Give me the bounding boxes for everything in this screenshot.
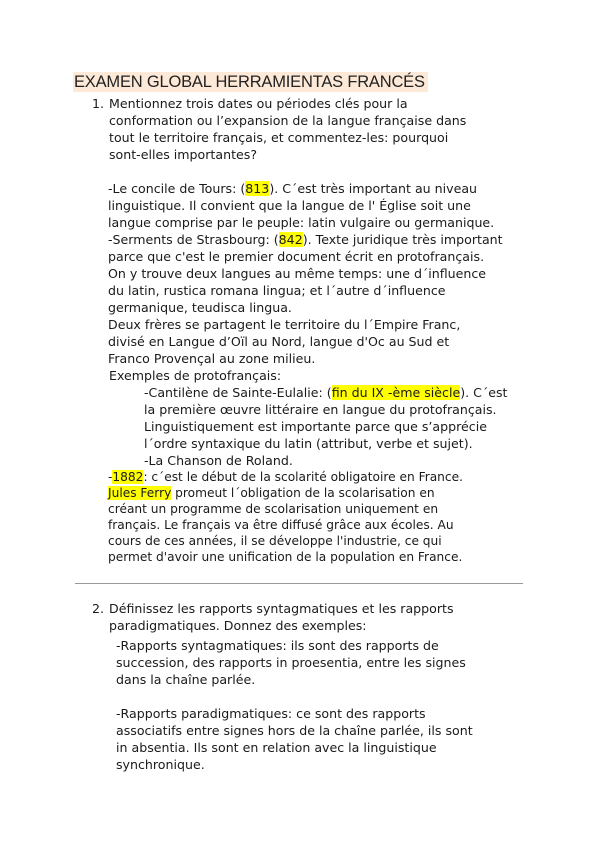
ferry-dash: - <box>108 470 113 484</box>
strasbourg-text-line: germanique, teudisca lingua. <box>108 300 292 315</box>
strasbourg-date-highlight: 842 <box>278 232 303 247</box>
question-2-line: Définissez les rapports syntagmatiques et les rapports <box>109 601 454 616</box>
ferry-text-line: permet d'avoir une unification de la population en France. <box>108 550 463 564</box>
ferry-name-highlight: Jules Ferry <box>108 486 172 500</box>
freres-text-line: Franco Provençal au zone milieu. <box>108 351 316 366</box>
syntag-text-line: dans la chaîne parlée. <box>116 672 256 687</box>
eulalie-date-highlight: fin du IX -ème siècle <box>331 385 461 400</box>
ferry-name-post: promeut l´obligation de la scolarisation en <box>171 486 435 500</box>
question-1-number: 1. <box>92 96 105 111</box>
ferry-line <box>108 469 463 485</box>
tours-date-highlight: 813 <box>245 181 270 196</box>
strasbourg-text-line: du latin, rustica romana lingua; et l´autre d´influence <box>108 283 446 298</box>
section-divider <box>75 583 523 584</box>
strasbourg-text-line: On y trouve deux langues au même temps: une d´influence <box>108 266 487 281</box>
tours-line <box>108 181 477 197</box>
exemples-label: Exemples de protofrançais: <box>109 368 282 383</box>
question-1-line: tout le territoire français, et commentez-les: pourquoi <box>109 130 449 145</box>
strasbourg-post: ). Texte juridique très important <box>302 232 503 247</box>
page-title: EXAMEN GLOBAL HERRAMIENTAS FRANCÉS <box>73 72 428 92</box>
ferry-date-highlight: 1882 <box>112 470 144 484</box>
ferry-text-line: français. Le français va être diffusé grâce aux écoles. Au <box>108 518 454 532</box>
question-1-line: Mentionnez trois dates ou périodes clés pour la <box>109 96 408 111</box>
paradig-text-line: synchronique. <box>116 757 205 772</box>
paradig-text-line: in absentia. Ils sont en relation avec la linguistique <box>116 740 437 755</box>
syntag-text-line: -Rapports syntagmatiques: ils sont des rapports de <box>116 638 439 653</box>
tours-text-line: linguistique. Il convient que la langue de l' Église soit une <box>108 198 471 213</box>
roland-line: -La Chanson de Roland. <box>144 453 293 468</box>
freres-text-line: divisé en Langue d’Oïl au Nord, langue d'Oc au Sud et <box>108 334 450 349</box>
question-2-number: 2. <box>92 601 105 616</box>
ferry-text-line: créant un programme de scolarisation uniquement en <box>108 502 439 516</box>
ferry-text-line: cours de ces années, il se développe l'industrie, ce qui <box>108 534 442 548</box>
eulalie-text-line: l´ordre syntaxique du latin (attribut, verbe et sujet). <box>144 436 473 451</box>
eulalie-text-line: la première œuvre littéraire en langue du protofrançais. <box>144 402 497 417</box>
question-2-line: paradigmatiques. Donnez des exemples: <box>109 618 367 633</box>
tours-pre: -Le concile de Tours: ( <box>108 181 246 196</box>
ferry-name-line <box>108 485 435 501</box>
paradig-text-line: -Rapports paradigmatiques: ce sont des rapports <box>116 706 426 721</box>
question-1-line: conformation ou l’expansion de la langue française dans <box>109 113 467 128</box>
freres-text-line: Deux frères se partagent le territoire du l´Empire Franc, <box>108 317 461 332</box>
syntag-text-line: succession, des rapports in proesentia, entre les signes <box>116 655 466 670</box>
eulalie-post: ). C´est <box>460 385 508 400</box>
eulalie-pre: -Cantilène de Sainte-Eulalie: ( <box>144 385 332 400</box>
strasbourg-pre: -Serments de Strasbourg: ( <box>108 232 279 247</box>
eulalie-text-line: Linguistiquement est importante parce que s’apprécie <box>144 419 487 434</box>
question-1-line: sont-elles importantes? <box>109 147 258 162</box>
paradig-text-line: associatifs entre signes hors de la chaîne parlée, ils sont <box>116 723 473 738</box>
strasbourg-text-line: parce que c'est le premier document écrit en protofrançais. <box>108 249 485 264</box>
tours-post: ). C´est très important au niveau <box>269 181 478 196</box>
tours-text-line: langue comprise par le peuple: latin vulgaire ou germanique. <box>108 215 495 230</box>
ferry-post: : c´est le début de la scolarité obligatoire en France. <box>143 470 463 484</box>
eulalie-line <box>144 385 508 401</box>
strasbourg-line <box>108 232 503 248</box>
